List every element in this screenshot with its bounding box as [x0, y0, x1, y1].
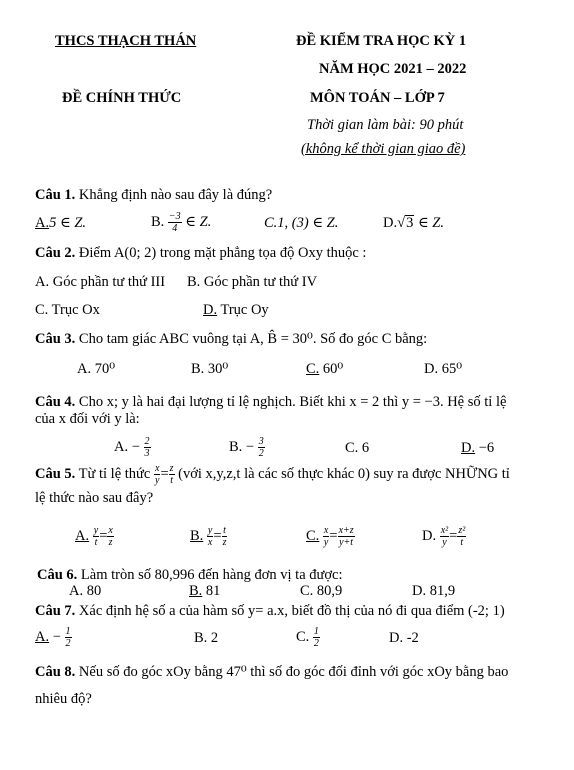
- time-note: (không kể thời gian giao đề): [301, 141, 466, 157]
- q7-option-c: [296, 626, 320, 649]
- question-label: Câu 8.: [35, 664, 76, 680]
- fraction: $\frac{x}{y}$: [154, 463, 160, 486]
- option-letter: B.: [189, 583, 203, 599]
- fraction: $\frac{3}{2}$: [258, 436, 264, 459]
- option-letter: D.: [461, 440, 476, 456]
- option-letter: C.: [296, 628, 310, 645]
- question-text: Xác định hệ số a của hàm số y= a.x, biết đồ thị của nó đi qua điểm (-2; 1): [75, 603, 505, 619]
- fraction: $\frac{\text{x²}}{y}$: [440, 525, 449, 548]
- question-text: Nếu số đo góc xOy bằng 47⁰ thì số đo góc đối đỉnh với góc xOy bằng bao: [75, 664, 509, 680]
- question-1: [35, 187, 272, 204]
- option-text: 5 ∈ Z.: [49, 215, 87, 231]
- q4-option-b: [229, 436, 265, 459]
- question-label: Câu 3.: [35, 331, 76, 347]
- option-text: Trục Oy: [217, 302, 269, 318]
- q6-option-b: [189, 583, 220, 600]
- question-label: Câu 5.: [35, 465, 76, 482]
- q7-option-d: D. -2: [389, 630, 419, 646]
- fraction: $\frac{\text{z²}}{t}$: [458, 525, 466, 548]
- q4-option-a: [114, 436, 151, 459]
- fraction: $\frac{2}{3}$: [144, 436, 150, 459]
- fraction: $\frac{1}{2}$: [313, 626, 319, 649]
- school-name: THCS THẠCH THÁN: [55, 33, 197, 49]
- subject-label: MÔN TOÁN – LỚP 7: [310, 90, 445, 106]
- option-letter: A.: [75, 527, 90, 544]
- q1-option-b: [151, 211, 211, 234]
- official-label: ĐỀ CHÍNH THỨC: [62, 90, 182, 106]
- fraction: $\frac{1}{2}$: [65, 626, 71, 649]
- option-text: ∈ Z.: [414, 215, 445, 231]
- question-2: [35, 245, 366, 262]
- option-letter: C.: [306, 361, 320, 377]
- school-year: NĂM HỌC 2021 – 2022: [319, 61, 467, 77]
- question-text-cont: (với x,y,z,t là các số thực khác 0) suy ra được NHỮNG tỉ: [174, 465, 510, 482]
- q2-option-d: [203, 302, 269, 319]
- option-letter: A.: [35, 215, 50, 231]
- q7-option-a: [35, 626, 72, 649]
- q3-option-a: A. 70⁰: [77, 361, 116, 377]
- q3-option-c: [306, 361, 343, 378]
- fraction: $\frac{t}{z}$: [222, 525, 227, 548]
- option-text: 60⁰: [319, 361, 344, 377]
- q2-option-c: C. Trục Ox: [35, 302, 100, 318]
- option-letter: D.: [203, 302, 218, 318]
- q1-option-c: [264, 215, 338, 232]
- equals-sign: =: [160, 465, 169, 482]
- q5-option-b: B. $\frac{y}{x}$ = $\frac{t}{z}$: [190, 525, 227, 548]
- q2-option-b: B. Góc phần tư thứ IV: [187, 274, 318, 290]
- option-letter: A.: [35, 628, 50, 645]
- q7-option-b: B. 2: [194, 630, 219, 646]
- question-text: Điểm A(0; 2) trong mặt phẳng tọa độ Oxy thuộc :: [75, 245, 367, 261]
- q1-option-d: [383, 215, 444, 232]
- option-letter: D.: [422, 527, 437, 544]
- option-text: ∈ Z.: [181, 213, 212, 230]
- fraction: $\frac{x+z}{y+t}$: [338, 525, 354, 548]
- question-4: [35, 394, 506, 411]
- option-letter: B.: [190, 527, 204, 544]
- q6-option-d: D. 81,9: [412, 583, 456, 599]
- option-letter: B.: [151, 213, 165, 230]
- sqrt-sign: √: [397, 215, 406, 231]
- question-7: [35, 603, 505, 620]
- option-text: −: [49, 628, 61, 645]
- q4-option-d: [461, 440, 494, 457]
- question-text: Làm tròn số 80,996 đến hàng đơn vị ta được:: [77, 567, 343, 583]
- q4-option-c: C. 6: [345, 440, 370, 456]
- question-text: Cho x; y là hai đại lượng tỉ lệ nghịch. Biết khi x = 2 thì y = −3. Hệ số tỉ lệ: [75, 394, 507, 410]
- question-text: Cho tam giác ABC vuông tại A, B̂ = 30⁰. Số đo góc C bằng:: [75, 331, 428, 347]
- fraction: $\frac{x}{z}$: [108, 525, 113, 548]
- question-5-line2: lệ thức nào sau đây?: [35, 490, 154, 506]
- option-letter: C.: [306, 527, 320, 544]
- question-8-line2: nhiêu độ?: [35, 691, 92, 707]
- option-letter: D.: [383, 215, 398, 231]
- option-text: 81: [202, 583, 221, 599]
- option-letter: B. −: [229, 438, 255, 455]
- fraction: $\frac{y}{x}$: [207, 525, 213, 548]
- time-limit: Thời gian làm bài: 90 phút: [307, 117, 464, 133]
- fraction: $\frac{x}{y}$: [323, 525, 329, 548]
- question-label: Câu 1.: [35, 187, 76, 203]
- q1-option-a: [35, 215, 86, 232]
- q5-option-a: A. $\frac{y}{t}$ = $\frac{x}{z}$: [75, 525, 113, 548]
- fraction: $\frac{y}{t}$: [93, 525, 99, 548]
- q5-option-d: D. $\frac{\text{x²}}{y}$ = $\frac{\text{z²}}{t}$: [422, 525, 466, 548]
- fraction: $\frac{-3}{4}$: [168, 211, 181, 234]
- fraction: $\frac{z}{t}$: [169, 463, 174, 486]
- question-text: Từ tỉ lệ thức: [75, 465, 154, 482]
- q2-option-a: A. Góc phần tư thứ III: [35, 274, 166, 290]
- option-letter: A. −: [114, 438, 140, 455]
- question-3: [35, 331, 427, 348]
- question-label: Câu 4.: [35, 394, 76, 410]
- q6-option-c: C. 80,9: [300, 583, 343, 599]
- q5-option-c: C. $\frac{x}{y}$ = $\frac{x+z}{y+t}$: [306, 525, 354, 548]
- option-text: C.1, (3) ∈ Z.: [264, 215, 339, 231]
- question-5: [35, 463, 510, 486]
- sqrt-radicand: 3: [406, 215, 414, 231]
- question-label: Câu 6.: [37, 567, 78, 583]
- question-label: Câu 7.: [35, 603, 76, 619]
- question-8: [35, 664, 508, 681]
- q6-option-a: A. 80: [69, 583, 102, 599]
- exam-title: ĐỀ KIỂM TRA HỌC KỲ 1: [296, 33, 467, 49]
- q3-option-d: D. 65⁰: [424, 361, 463, 377]
- question-6: [37, 567, 343, 584]
- option-text: −6: [475, 440, 495, 456]
- question-text: Khẳng định nào sau đây là đúng?: [75, 187, 273, 203]
- question-label: Câu 2.: [35, 245, 76, 261]
- question-4-line2: của x đối với y là:: [35, 411, 140, 427]
- q3-option-b: B. 30⁰: [191, 361, 229, 377]
